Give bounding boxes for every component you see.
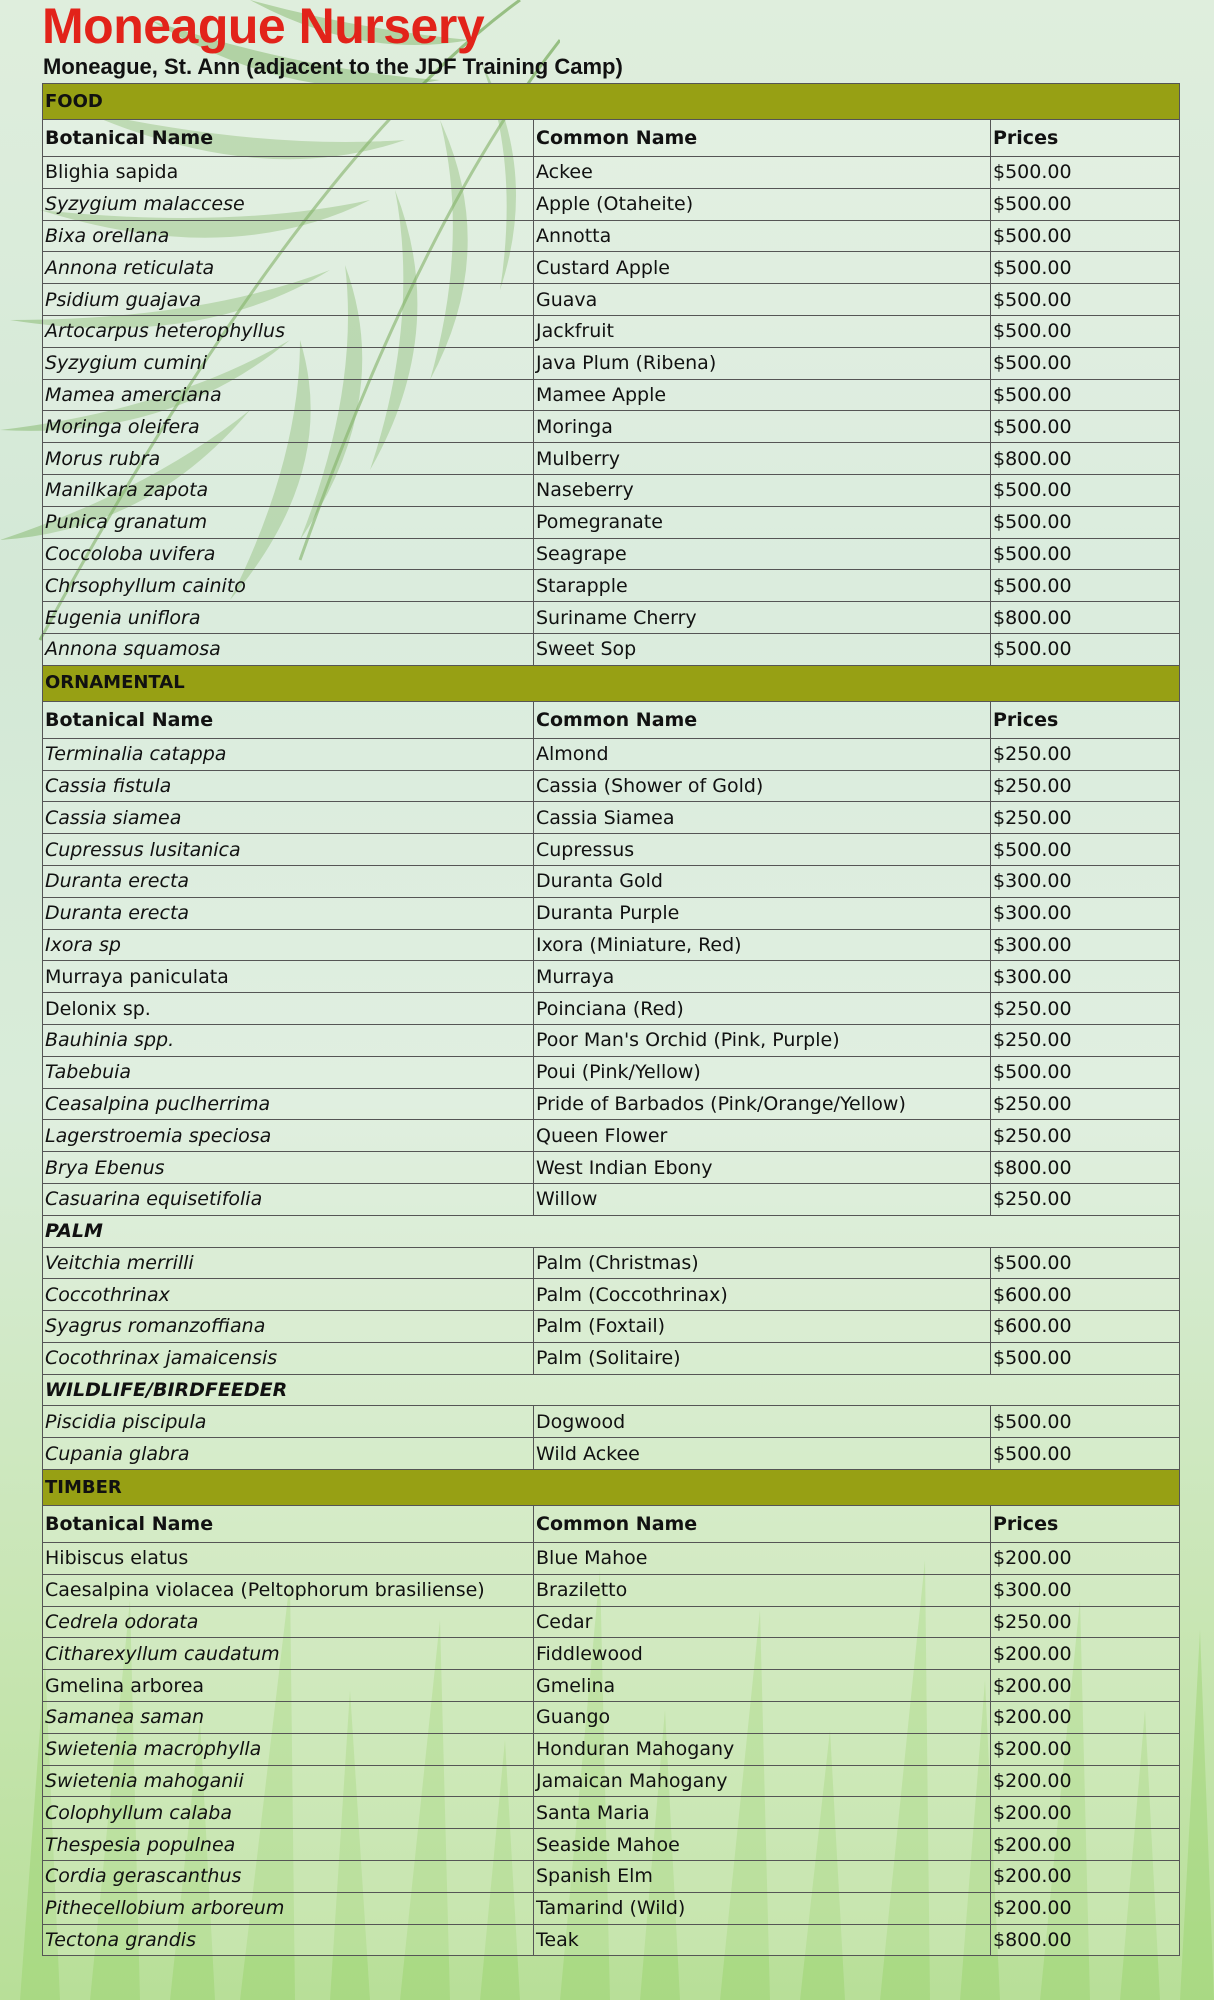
table-row [43, 443, 1180, 475]
table-row [43, 347, 1180, 379]
botanical-name-cell: Mamea amerciana [43, 379, 534, 411]
common-name-cell: Moringa [534, 411, 991, 443]
price-cell: $200.00 [991, 1638, 1180, 1670]
price-cell: $250.00 [991, 1120, 1180, 1152]
price-cell: $500.00 [991, 538, 1180, 570]
table-row [43, 315, 1180, 347]
price-cell: $200.00 [991, 1829, 1180, 1861]
botanical-name-cell: Cupania glabra [43, 1438, 534, 1470]
price-table [42, 83, 1180, 1956]
common-name-cell: Poinciana (Red) [534, 993, 991, 1025]
price-cell: $250.00 [991, 1024, 1180, 1056]
common-name-cell: Suriname Cherry [534, 602, 991, 634]
botanical-name-cell: Swietenia macrophylla [43, 1733, 534, 1765]
column-header-row [43, 120, 1180, 157]
botanical-name-cell: Bauhinia spp. [43, 1024, 534, 1056]
botanical-name-cell: Cedrela odorata [43, 1606, 534, 1638]
botanical-name-cell: Chrsophyllum cainito [43, 570, 534, 602]
column-header-prices: Prices [991, 701, 1180, 738]
table-row [43, 506, 1180, 538]
botanical-name-cell: Duranta erecta [43, 865, 534, 897]
common-name-cell: Seaside Mahoe [534, 1829, 991, 1861]
botanical-name-cell: Syagrus romanzoffiana [43, 1311, 534, 1343]
price-cell: $500.00 [991, 188, 1180, 220]
table-row [43, 157, 1180, 189]
botanical-name-cell: Tectona grandis [43, 1924, 534, 1956]
botanical-name-cell: Cocothrinax jamaicensis [43, 1342, 534, 1374]
table-row [43, 1797, 1180, 1829]
common-name-cell: Mulberry [534, 443, 991, 475]
table-row [43, 602, 1180, 634]
common-name-cell: Duranta Purple [534, 897, 991, 929]
common-name-cell: Braziletto [534, 1574, 991, 1606]
price-cell: $800.00 [991, 1152, 1180, 1184]
botanical-name-cell: Annona reticulata [43, 252, 534, 284]
common-name-cell: Santa Maria [534, 1797, 991, 1829]
botanical-name-cell: Gmelina arborea [43, 1670, 534, 1702]
table-row [43, 1247, 1180, 1279]
common-name-cell: Palm (Christmas) [534, 1247, 991, 1279]
common-name-cell: Wild Ackee [534, 1438, 991, 1470]
table-row [43, 993, 1180, 1025]
botanical-name-cell: Cordia gerascanthus [43, 1861, 534, 1893]
price-cell: $500.00 [991, 379, 1180, 411]
column-header-botanical: Botanical Name [43, 701, 534, 738]
table-row [43, 961, 1180, 993]
price-cell: $200.00 [991, 1861, 1180, 1893]
price-cell: $300.00 [991, 929, 1180, 961]
botanical-name-cell: Murraya paniculata [43, 961, 534, 993]
subsection-heading-row [43, 1374, 1180, 1406]
price-cell: $500.00 [991, 220, 1180, 252]
botanical-name-cell: Delonix sp. [43, 993, 534, 1025]
table-row [43, 1543, 1180, 1575]
botanical-name-cell: Moringa oleifera [43, 411, 534, 443]
price-cell: $500.00 [991, 570, 1180, 602]
common-name-cell: Naseberry [534, 474, 991, 506]
price-cell: $200.00 [991, 1670, 1180, 1702]
common-name-cell: Queen Flower [534, 1120, 991, 1152]
table-row [43, 1606, 1180, 1638]
price-cell: $250.00 [991, 738, 1180, 770]
common-name-cell: Willow [534, 1183, 991, 1215]
price-cell: $500.00 [991, 1342, 1180, 1374]
table-row [43, 1574, 1180, 1606]
botanical-name-cell: Caesalpina violacea (Peltophorum brasiliense) [43, 1574, 534, 1606]
table-row [43, 834, 1180, 866]
common-name-cell: Jamaican Mahogany [534, 1765, 991, 1797]
column-header-prices: Prices [991, 120, 1180, 157]
common-name-cell: Apple (Otaheite) [534, 188, 991, 220]
price-cell: $500.00 [991, 1406, 1180, 1438]
table-row [43, 929, 1180, 961]
price-cell: $500.00 [991, 252, 1180, 284]
botanical-name-cell: Duranta erecta [43, 897, 534, 929]
common-name-cell: Tamarind (Wild) [534, 1892, 991, 1924]
subsection-label: WILDLIFE/BIRDFEEDER [43, 1374, 1180, 1406]
table-row [43, 1702, 1180, 1734]
category-label: FOOD [43, 84, 1180, 120]
table-row [43, 1056, 1180, 1088]
common-name-cell: Seagrape [534, 538, 991, 570]
common-name-cell: Guava [534, 284, 991, 316]
botanical-name-cell: Manilkara zapota [43, 474, 534, 506]
table-row [43, 770, 1180, 802]
category-band [43, 1470, 1180, 1506]
table-row [43, 1861, 1180, 1893]
price-cell: $250.00 [991, 1606, 1180, 1638]
botanical-name-cell: Citharexyllum caudatum [43, 1638, 534, 1670]
common-name-cell: Cupressus [534, 834, 991, 866]
price-cell: $250.00 [991, 993, 1180, 1025]
price-cell: $600.00 [991, 1279, 1180, 1311]
common-name-cell: Teak [534, 1924, 991, 1956]
table-row [43, 1924, 1180, 1956]
table-row [43, 1892, 1180, 1924]
column-header-botanical: Botanical Name [43, 120, 534, 157]
price-cell: $600.00 [991, 1311, 1180, 1343]
table-row [43, 1670, 1180, 1702]
column-header-common: Common Name [534, 1506, 991, 1543]
table-row [43, 570, 1180, 602]
price-cell: $800.00 [991, 443, 1180, 475]
common-name-cell: Guango [534, 1702, 991, 1734]
table-row [43, 1638, 1180, 1670]
botanical-name-cell: Syzygium malaccese [43, 188, 534, 220]
botanical-name-cell: Thespesia populnea [43, 1829, 534, 1861]
table-row [43, 474, 1180, 506]
price-cell: $250.00 [991, 1088, 1180, 1120]
botanical-name-cell: Blighia sapida [43, 157, 534, 189]
column-header-common: Common Name [534, 701, 991, 738]
common-name-cell: Palm (Foxtail) [534, 1311, 991, 1343]
category-label: TIMBER [43, 1470, 1180, 1506]
botanical-name-cell: Bixa orellana [43, 220, 534, 252]
table-row [43, 802, 1180, 834]
common-name-cell: Mamee Apple [534, 379, 991, 411]
botanical-name-cell: Pithecellobium arboreum [43, 1892, 534, 1924]
botanical-name-cell: Colophyllum calaba [43, 1797, 534, 1829]
price-cell: $500.00 [991, 633, 1180, 665]
table-row [43, 1024, 1180, 1056]
table-row [43, 1120, 1180, 1152]
table-row [43, 1406, 1180, 1438]
column-header-prices: Prices [991, 1506, 1180, 1543]
table-row [43, 897, 1180, 929]
table-row [43, 538, 1180, 570]
table-row [43, 1438, 1180, 1470]
common-name-cell: Honduran Mahogany [534, 1733, 991, 1765]
table-row [43, 1088, 1180, 1120]
column-header-botanical: Botanical Name [43, 1506, 534, 1543]
column-header-row [43, 701, 1180, 738]
botanical-name-cell: Syzygium cumini [43, 347, 534, 379]
price-cell: $500.00 [991, 1438, 1180, 1470]
botanical-name-cell: Artocarpus heterophyllus [43, 315, 534, 347]
table-row [43, 188, 1180, 220]
common-name-cell: Dogwood [534, 1406, 991, 1438]
price-cell: $200.00 [991, 1733, 1180, 1765]
botanical-name-cell: Annona squamosa [43, 633, 534, 665]
price-cell: $500.00 [991, 284, 1180, 316]
price-cell: $800.00 [991, 602, 1180, 634]
category-band [43, 665, 1180, 701]
common-name-cell: Duranta Gold [534, 865, 991, 897]
category-band [43, 84, 1180, 120]
category-label: ORNAMENTAL [43, 665, 1180, 701]
price-cell: $250.00 [991, 802, 1180, 834]
column-header-common: Common Name [534, 120, 991, 157]
botanical-name-cell: Piscidia piscipula [43, 1406, 534, 1438]
price-cell: $250.00 [991, 1183, 1180, 1215]
botanical-name-cell: Cassia siamea [43, 802, 534, 834]
botanical-name-cell: Swietenia mahoganii [43, 1765, 534, 1797]
price-cell: $200.00 [991, 1892, 1180, 1924]
botanical-name-cell: Coccoloba uvifera [43, 538, 534, 570]
price-cell: $300.00 [991, 1574, 1180, 1606]
botanical-name-cell: Cupressus lusitanica [43, 834, 534, 866]
common-name-cell: Cassia (Shower of Gold) [534, 770, 991, 802]
table-row [43, 252, 1180, 284]
table-row [43, 284, 1180, 316]
subsection-label: PALM [43, 1215, 1180, 1247]
botanical-name-cell: Punica granatum [43, 506, 534, 538]
botanical-name-cell: Eugenia uniflora [43, 602, 534, 634]
common-name-cell: Java Plum (Ribena) [534, 347, 991, 379]
botanical-name-cell: Ceasalpina puclherrima [43, 1088, 534, 1120]
table-row [43, 738, 1180, 770]
price-cell: $500.00 [991, 157, 1180, 189]
price-cell: $300.00 [991, 897, 1180, 929]
common-name-cell: Gmelina [534, 1670, 991, 1702]
common-name-cell: Poor Man's Orchid (Pink, Purple) [534, 1024, 991, 1056]
common-name-cell: Spanish Elm [534, 1861, 991, 1893]
page-title: Moneague Nursery [42, 0, 485, 54]
common-name-cell: Jackfruit [534, 315, 991, 347]
price-cell: $500.00 [991, 506, 1180, 538]
common-name-cell: Palm (Solitaire) [534, 1342, 991, 1374]
subsection-heading-row [43, 1215, 1180, 1247]
table-row [43, 1733, 1180, 1765]
common-name-cell: Cassia Siamea [534, 802, 991, 834]
price-cell: $200.00 [991, 1765, 1180, 1797]
price-cell: $500.00 [991, 474, 1180, 506]
common-name-cell: Annotta [534, 220, 991, 252]
table-row [43, 1279, 1180, 1311]
table-row [43, 1765, 1180, 1797]
common-name-cell: Poui (Pink/Yellow) [534, 1056, 991, 1088]
table-row [43, 1829, 1180, 1861]
botanical-name-cell: Brya Ebenus [43, 1152, 534, 1184]
common-name-cell: Sweet Sop [534, 633, 991, 665]
table-row [43, 633, 1180, 665]
common-name-cell: Ixora (Miniature, Red) [534, 929, 991, 961]
botanical-name-cell: Tabebuia [43, 1056, 534, 1088]
common-name-cell: Cedar [534, 1606, 991, 1638]
common-name-cell: Blue Mahoe [534, 1543, 991, 1575]
table-row [43, 1311, 1180, 1343]
botanical-name-cell: Morus rubra [43, 443, 534, 475]
price-cell: $800.00 [991, 1924, 1180, 1956]
table-row [43, 865, 1180, 897]
botanical-name-cell: Psidium guajava [43, 284, 534, 316]
common-name-cell: Starapple [534, 570, 991, 602]
botanical-name-cell: Casuarina equisetifolia [43, 1183, 534, 1215]
page-subtitle: Moneague, St. Ann (adjacent to the JDF Training Camp) [43, 54, 623, 79]
botanical-name-cell: Cassia fistula [43, 770, 534, 802]
common-name-cell: Palm (Coccothrinax) [534, 1279, 991, 1311]
common-name-cell: Pride of Barbados (Pink/Orange/Yellow) [534, 1088, 991, 1120]
price-cell: $500.00 [991, 315, 1180, 347]
botanical-name-cell: Samanea saman [43, 1702, 534, 1734]
price-cell: $500.00 [991, 347, 1180, 379]
common-name-cell: Almond [534, 738, 991, 770]
price-cell: $500.00 [991, 834, 1180, 866]
common-name-cell: Pomegranate [534, 506, 991, 538]
table-row [43, 1183, 1180, 1215]
common-name-cell: Murraya [534, 961, 991, 993]
price-cell: $500.00 [991, 1247, 1180, 1279]
price-cell: $500.00 [991, 1056, 1180, 1088]
table-row [43, 220, 1180, 252]
common-name-cell: West Indian Ebony [534, 1152, 991, 1184]
price-cell: $300.00 [991, 961, 1180, 993]
price-cell: $200.00 [991, 1543, 1180, 1575]
botanical-name-cell: Veitchia merrilli [43, 1247, 534, 1279]
price-cell: $500.00 [991, 411, 1180, 443]
price-cell: $200.00 [991, 1702, 1180, 1734]
table-row [43, 411, 1180, 443]
botanical-name-cell: Terminalia catappa [43, 738, 534, 770]
botanical-name-cell: Ixora sp [43, 929, 534, 961]
botanical-name-cell: Lagerstroemia speciosa [43, 1120, 534, 1152]
table-row [43, 1342, 1180, 1374]
table-row [43, 1152, 1180, 1184]
common-name-cell: Ackee [534, 157, 991, 189]
price-cell: $300.00 [991, 865, 1180, 897]
price-table-body [43, 84, 1180, 1956]
common-name-cell: Custard Apple [534, 252, 991, 284]
price-cell: $250.00 [991, 770, 1180, 802]
price-cell: $200.00 [991, 1797, 1180, 1829]
botanical-name-cell: Coccothrinax [43, 1279, 534, 1311]
botanical-name-cell: Hibiscus elatus [43, 1543, 534, 1575]
table-row [43, 379, 1180, 411]
common-name-cell: Fiddlewood [534, 1638, 991, 1670]
column-header-row [43, 1506, 1180, 1543]
